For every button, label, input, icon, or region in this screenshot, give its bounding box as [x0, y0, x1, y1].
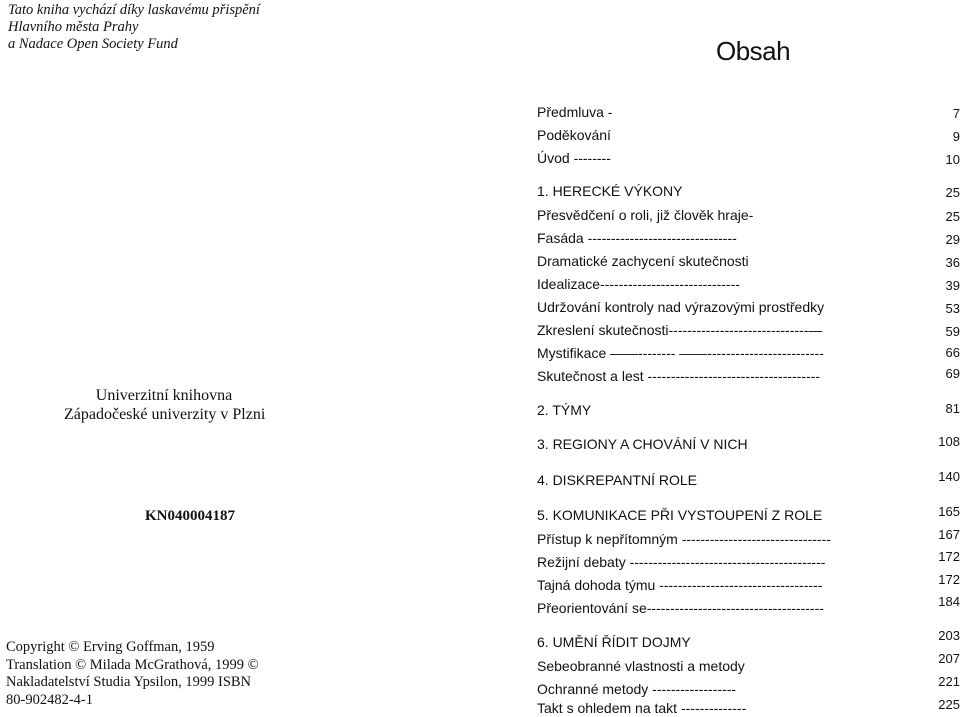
- toc-entry-title: Takt s ohledem na takt --------------: [537, 700, 747, 716]
- toc-entry: [0, 628, 960, 654]
- toc-entry: [0, 651, 960, 678]
- toc-entry: [0, 322, 960, 342]
- toc-entry-title: Sebeobranné vlastnosti a metody: [537, 658, 745, 674]
- toc-entry: [0, 345, 960, 365]
- toc-entry: [0, 368, 960, 388]
- sponsor-line: Tato kniha vychází díky laskavému přispění: [8, 2, 260, 18]
- toc-entry-title: 1. HERECKÉ VÝKONY: [537, 183, 683, 199]
- toc-entry: [0, 230, 960, 250]
- sponsor-line: Hlavního města Prahy: [8, 19, 139, 35]
- toc-entry-page: 66: [945, 345, 960, 360]
- toc-entry-title: 5. KOMUNIKACE PŘI VYSTOUPENÍ Z ROLE: [537, 507, 823, 523]
- toc-entry-title: Skutečnost a lest -------------------------------------: [537, 368, 821, 384]
- toc-entry: [0, 469, 960, 492]
- toc-entry-page: 25: [945, 209, 960, 224]
- toc-entry-title: 2. TÝMY: [537, 402, 592, 418]
- toc-entry-title: Přístup k nepřítomným --------------------------------: [537, 531, 831, 547]
- toc-entry-page: 184: [938, 594, 960, 609]
- toc-entry-title: Idealizace------------------------------: [537, 276, 740, 292]
- toc-entry-title: 6. UMĚNÍ ŘÍDIT DOJMY: [537, 634, 691, 650]
- toc-entry-title: Poděkování: [537, 127, 611, 143]
- toc-entry: [0, 104, 960, 124]
- library-line: Univerzitní knihovna: [95, 387, 233, 404]
- toc-entry: [0, 150, 960, 170]
- toc-entry: [0, 436, 960, 456]
- toc-entry-page: 9: [952, 129, 960, 144]
- toc-entry: [0, 183, 960, 203]
- toc-entry-title: Přeorientování se--------------------------------------: [537, 600, 824, 616]
- toc-entry: [0, 276, 960, 296]
- page-title: Obsah: [716, 36, 791, 66]
- toc-entry-page: 203: [938, 628, 960, 643]
- toc-entry-title: Režijní debaty ------------------------------------------: [537, 554, 826, 570]
- toc-entry-page: 53: [945, 301, 960, 316]
- toc-entry-title: Mystifikace ——-------- ——-------------------------: [537, 345, 824, 361]
- toc-entry-title: Tajná dohoda týmu -----------------------------------: [537, 577, 823, 593]
- library-line: Západočeské univerzity v Plzni: [64, 406, 266, 423]
- copyright-line: Translation © Milada McGrathová, 1999 ©: [6, 656, 259, 673]
- toc-entry-page: 207: [938, 651, 960, 666]
- toc-entry-page: 10: [945, 152, 960, 167]
- toc-entry-page: 225: [938, 697, 960, 712]
- toc-entry-page: 221: [938, 674, 960, 689]
- toc-entry-page: 36: [945, 255, 960, 270]
- toc-entry: [0, 402, 960, 422]
- toc-entry: [0, 527, 960, 551]
- toc-entry: [0, 299, 960, 319]
- toc-entry-title: 4. DISKREPANTNÍ ROLE: [537, 472, 698, 488]
- toc-entry-page: 140: [938, 469, 960, 484]
- toc-entry: [0, 594, 960, 620]
- toc-entry-page: 172: [938, 549, 960, 564]
- toc-entry-page: 172: [938, 572, 960, 587]
- toc-entry-page: 59: [945, 324, 960, 339]
- toc-entry-title: Fasáda --------------------------------: [537, 230, 737, 246]
- toc-entry: [0, 549, 960, 574]
- toc-entry-page: 108: [938, 434, 960, 449]
- toc-entry: [0, 504, 960, 527]
- toc-entry-title: Zkreslení skutečnosti------------------------------—: [537, 322, 823, 338]
- copyright-line: Copyright © Erving Goffman, 1959: [6, 639, 215, 655]
- toc-entry-page: 39: [945, 278, 960, 293]
- sponsor-note: [8, 2, 260, 53]
- toc-entry-page: 167: [938, 527, 960, 542]
- toc-entry-title: Předmluva -: [537, 104, 613, 120]
- toc-entry: [0, 127, 960, 147]
- toc-entry-title: Udržování kontroly nad výrazovými prostředky: [537, 299, 825, 315]
- catalog-number: KN040004187: [145, 508, 235, 524]
- toc-entry-page: 165: [938, 504, 960, 519]
- toc-entry-page: 25: [945, 185, 960, 200]
- toc-entry: [0, 207, 960, 227]
- toc-entry-title: 3. REGIONY A CHOVÁNÍ V NICH: [537, 436, 748, 452]
- toc-entry-title: Úvod --------: [537, 150, 611, 166]
- toc-entry-title: Dramatické zachycení skutečnosti: [537, 253, 749, 269]
- copyright-line: 80-902482-4-1: [6, 691, 93, 708]
- toc-entry-title: Přesvědčení o roli, již člověk hraje-: [537, 207, 754, 223]
- toc-entry: [0, 253, 960, 273]
- toc-entry: [0, 696, 960, 717]
- toc-entry-page: 81: [945, 401, 960, 416]
- sponsor-line: a Nadace Open Society Fund: [8, 36, 178, 52]
- toc-entry-page: 69: [945, 366, 960, 381]
- copyright-line: Nakladatelství Studia Ypsilon, 1999 ISBN: [6, 674, 252, 690]
- toc-entry-page: 7: [952, 106, 960, 121]
- toc-entry: [0, 572, 960, 597]
- toc-entry-page: 29: [945, 232, 960, 247]
- toc-entry-title: Ochranné metody ------------------: [537, 681, 737, 697]
